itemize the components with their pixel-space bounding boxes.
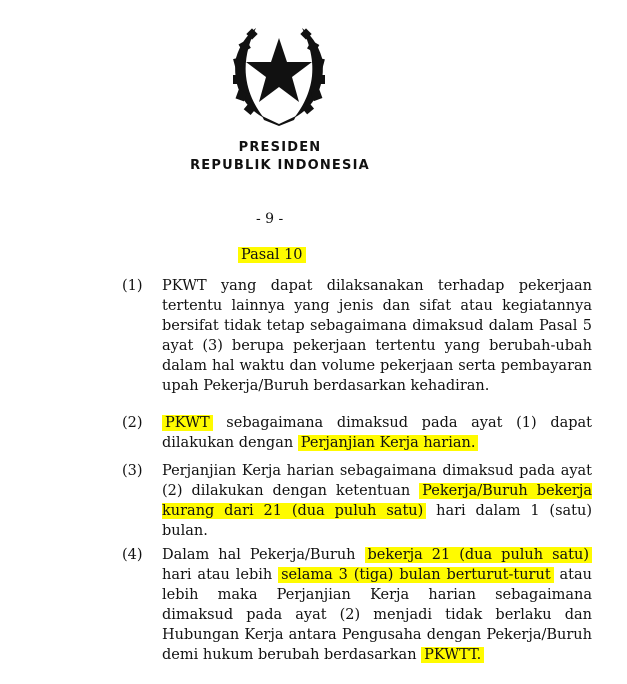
item-number: (2) (122, 415, 143, 431)
text-segment: hari atau lebih (162, 567, 279, 583)
text-segment: Dalam hal Pekerja/Buruh (162, 547, 365, 563)
text-segment: atau lebih maka Perjanjian Kerja harian sebagaimana dimaksud pada ayat (2) menjadi tidak berlaku dan Hubungan Kerja antara Pengusaha dengan Pekerja/Buruh demi hukum berubah berdasarkan (162, 567, 592, 663)
item-number: (3) (122, 463, 143, 479)
highlight: bekerja 21 (dua puluh satu) (365, 547, 592, 563)
item-text: PKWT yang dapat dilaksanakan terhadap pekerjaan tertentu lainnya yang jenis dan sifat atau kegiatannya bersifat tidak tetap sebagaimana dimaksud dalam Pasal 5 ayat (3) berupa pekerjaan tertentu yang berubah-ubah dalam hal waktu dan volume pekerjaan serta pembayaran upah Pekerja/Buruh berdasarkan kehadiran. (162, 278, 592, 394)
list-item (122, 461, 592, 541)
highlight: Perjanjian Kerja harian. (298, 435, 479, 451)
page-number: - 9 - (256, 211, 284, 227)
text-segment: hari dalam 1 (satu) bulan. (162, 503, 592, 539)
list-item (122, 545, 592, 665)
header-president: PRESIDEN (238, 140, 322, 155)
presidential-emblem-icon (224, 14, 334, 126)
header-republic: REPUBLIK INDONESIA (190, 158, 370, 173)
highlight: selama 3 (tiga) bulan berturut-turut (278, 567, 554, 583)
list-item (122, 276, 592, 396)
item-text (162, 545, 592, 665)
article-title (238, 247, 306, 263)
highlight: PKWT (162, 415, 213, 431)
item-number: (1) (122, 278, 143, 294)
text-segment: Perjanjian Kerja harian sebagaimana dimaksud pada ayat (2) dilakukan dengan ketentuan (162, 463, 592, 499)
item-number: (4) (122, 547, 143, 563)
highlight: PKWTT. (421, 647, 484, 663)
item-text (162, 461, 592, 541)
text-segment: sebagaimana dimaksud pada ayat (1) dapat dilakukan dengan (162, 415, 592, 451)
item-text (162, 413, 592, 453)
highlight: Pasal 10 (238, 247, 306, 263)
highlight: Pekerja/Buruh bekerja kurang dari 21 (dua puluh satu) (162, 483, 592, 519)
list-item (122, 413, 592, 453)
